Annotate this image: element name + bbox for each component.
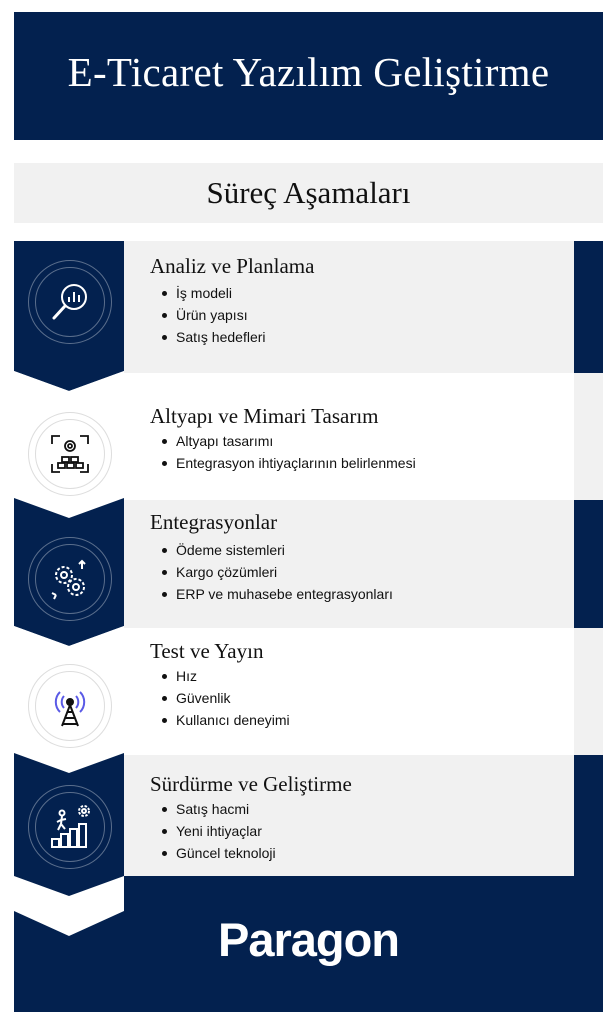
list-item: Kargo çözümleri (150, 561, 393, 583)
stage-title: Test ve Yayın (150, 639, 264, 663)
analytics-magnifier-icon (28, 260, 112, 344)
growth-steps-gear-icon (28, 785, 112, 869)
list-item: Satış hedefleri (150, 326, 266, 348)
stage-title: Sürdürme ve Geliştirme (150, 772, 352, 796)
page-title: E-Ticaret Yazılım Geliştirme (67, 49, 550, 95)
broadcast-tower-icon (28, 664, 112, 748)
gears-integration-icon (28, 537, 112, 621)
architecture-gear-blocks-icon (28, 412, 112, 496)
stage-items (150, 430, 416, 474)
list-item: Ödeme sistemleri (150, 539, 393, 561)
list-item: İş modeli (150, 282, 266, 304)
list-item: Güvenlik (150, 687, 290, 709)
stage-title: Analiz ve Planlama (150, 254, 315, 278)
stage-title: Entegrasyonlar (150, 510, 278, 534)
stage-items (150, 282, 266, 348)
subtitle-banner (14, 163, 603, 223)
header-banner (14, 12, 603, 140)
list-item: Hız (150, 665, 290, 687)
stage-items (150, 665, 290, 731)
list-item: Ürün yapısı (150, 304, 266, 326)
list-item: Yeni ihtiyaçlar (150, 820, 276, 842)
list-item: Entegrasyon ihtiyaçlarının belirlenmesi (150, 452, 416, 474)
stage-items (150, 539, 393, 605)
list-item: Kullanıcı deneyimi (150, 709, 290, 731)
list-item: Altyapı tasarımı (150, 430, 416, 452)
stage-items (150, 798, 276, 864)
list-item: ERP ve muhasebe entegrasyonları (150, 583, 393, 605)
brand-logo: Paragon (217, 913, 400, 966)
page-subtitle: Süreç Aşamaları (206, 175, 411, 210)
list-item: Güncel teknoloji (150, 842, 276, 864)
list-item: Satış hacmi (150, 798, 276, 820)
stage-title: Altyapı ve Mimari Tasarım (150, 404, 379, 428)
